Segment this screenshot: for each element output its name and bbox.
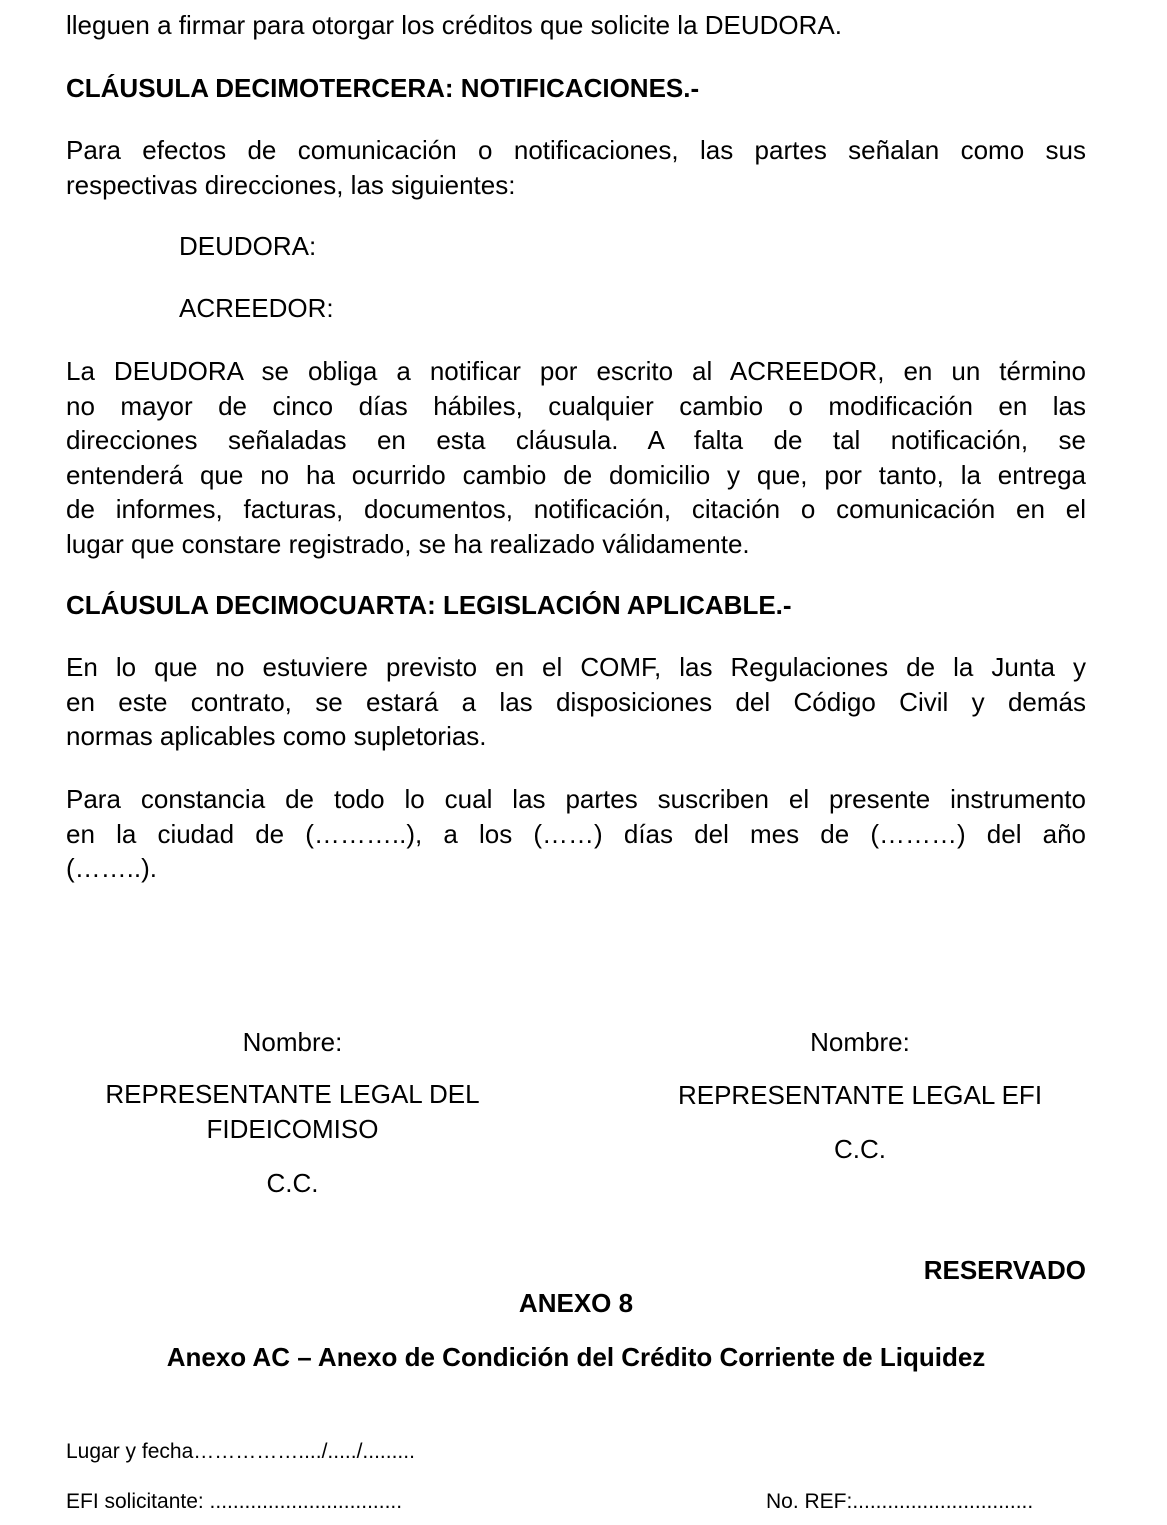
clause-14-heading: CLÁUSULA DECIMOCUARTA: LEGISLACIÓN APLICABLE.- [66, 590, 792, 620]
signature-right-name-label: Nombre: [810, 1027, 910, 1057]
paragraph-line: direcciones señaladas en esta cláusula. A falta de tal notificación, se [66, 425, 1086, 455]
signature-left-name-label: Nombre: [242, 1027, 343, 1057]
paragraph-line: no mayor de cinco días hábiles, cualquier cambio o modificación en las [66, 390, 1086, 421]
signature-right-id-label: C.C. [834, 1134, 886, 1164]
clause-14-paragraph-1 [66, 650, 1086, 754]
intro-line: lleguen a firmar para otorgar los créditos que solicite la DEUDORA. [66, 10, 843, 40]
signature-left-role-line2: FIDEICOMISO [206, 1113, 379, 1144]
annex-number: ANEXO 8 [518, 1288, 634, 1318]
signature-left-role-line1: REPRESENTANTE LEGAL DEL [105, 1079, 480, 1109]
paragraph-line: Para efectos de comunicación o notificaciones, las partes señalan como sus [66, 135, 1086, 165]
paragraph-line: en la ciudad de (………..), a los (……) días del mes de (………) del año [66, 818, 1086, 849]
paragraph-line: La DEUDORA se obliga a notificar por escrito al ACREEDOR, en un término [66, 356, 1086, 386]
signature-right-role: REPRESENTANTE LEGAL EFI [677, 1080, 1043, 1110]
paragraph-line: de informes, facturas, documentos, notificación, citación o comunicación en el [66, 494, 1086, 524]
clause-14-paragraph-2 [66, 782, 1086, 886]
paragraph-line: entenderá que no ha ocurrido cambio de domicilio y que, por tanto, la entrega [66, 459, 1086, 490]
annex-title: Anexo AC – Anexo de Condición del Crédito Corriente de Liquidez [166, 1342, 986, 1372]
place-date-field: Lugar y fecha……………..../...../......... [66, 1440, 415, 1463]
efi-applicant-field: EFI solicitante: ................................. [66, 1490, 403, 1513]
paragraph-line: (……..). [66, 853, 157, 883]
acreedor-address-label: ACREEDOR: [179, 293, 334, 323]
paragraph-line: En lo que no estuviere previsto en el COMF, las Regulaciones de la Junta y [66, 652, 1086, 682]
signature-left-id-label: C.C. [266, 1168, 319, 1198]
ref-number-field: No. REF:............................... [766, 1490, 1034, 1513]
paragraph-line: respectivas direcciones, las siguientes: [66, 169, 516, 200]
paragraph-line: en este contrato, se estará a las disposiciones del Código Civil y demás [66, 686, 1086, 717]
clause-13-heading: CLÁUSULA DECIMOTERCERA: NOTIFICACIONES.- [66, 73, 700, 103]
clause-13-paragraph-1 [66, 133, 1086, 202]
signature-left-role [60, 1077, 525, 1146]
paragraph-line: normas aplicables como supletorias. [66, 721, 487, 751]
deudora-address-label: DEUDORA: [179, 231, 317, 261]
reserved-label: RESERVADO [923, 1255, 1086, 1285]
paragraph-line: lugar que constare registrado, se ha realizado válidamente. [66, 528, 750, 559]
clause-13-paragraph-2 [66, 354, 1086, 561]
paragraph-line: Para constancia de todo lo cual las partes suscriben el presente instrumento [66, 784, 1086, 814]
